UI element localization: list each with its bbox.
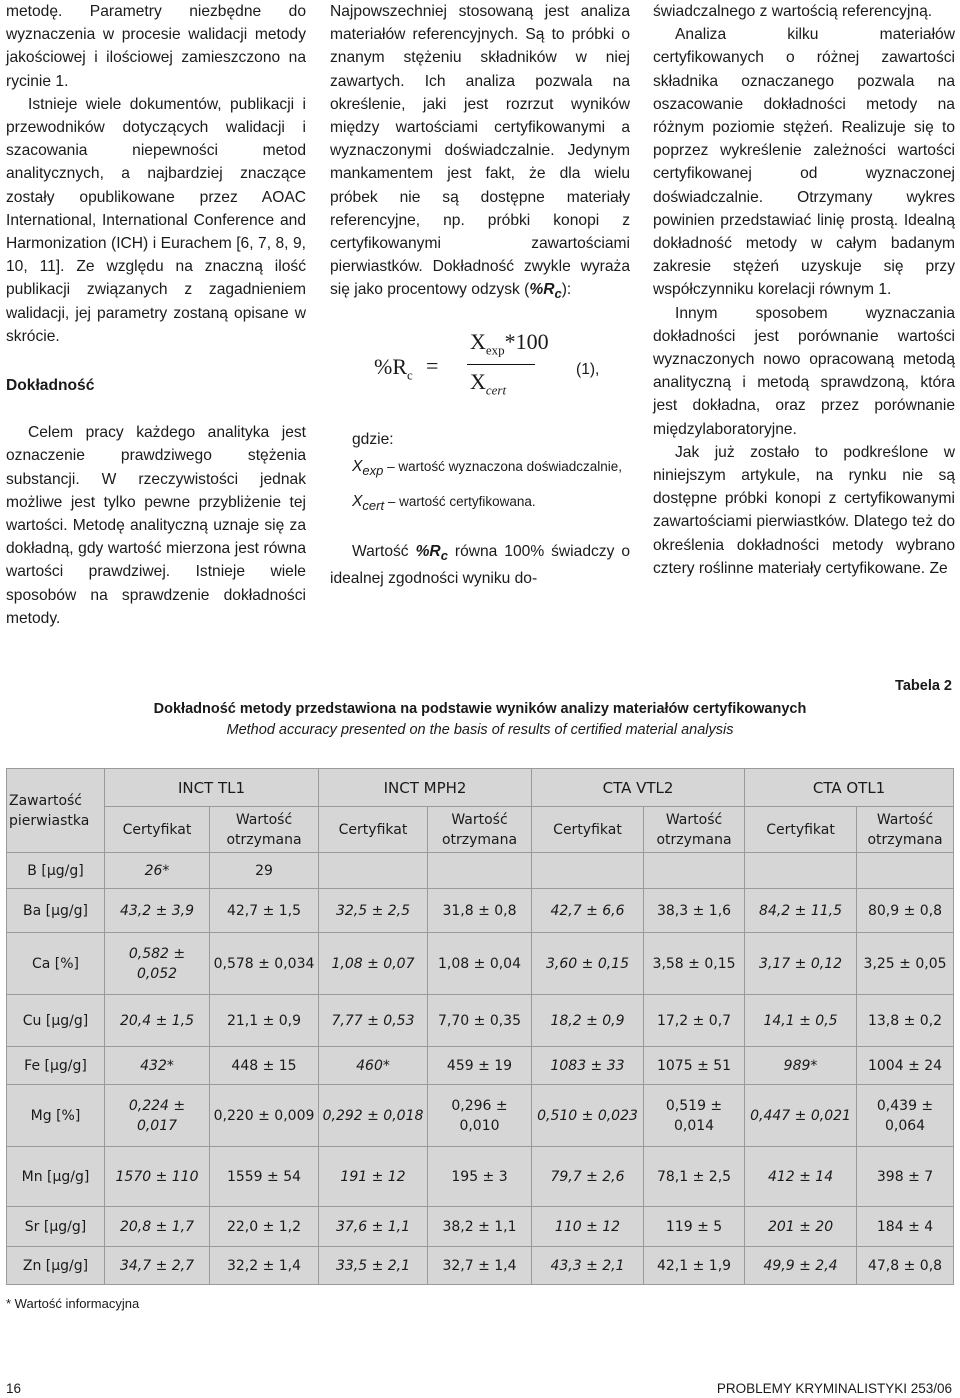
element-label: B [μg/g] xyxy=(7,853,105,889)
cert-value: 32,5 ± 2,5 xyxy=(319,889,428,933)
cert-value: 0,224 ± 0,017 xyxy=(105,1085,210,1147)
obtained-value: 184 ± 4 xyxy=(857,1207,954,1247)
obtained-value: 47,8 ± 0,8 xyxy=(857,1247,954,1285)
table-row xyxy=(7,1047,954,1085)
recovery-symbol: $\%R_c$ xyxy=(415,542,448,563)
table-row xyxy=(7,889,954,933)
cert-value: 3,60 ± 0,15 xyxy=(532,933,644,995)
obtained-value: 0,519 ± 0,014 xyxy=(644,1085,745,1147)
definition-exp xyxy=(330,455,630,482)
table-subtitle: Method accuracy presented on the basis of results of certified material analysis xyxy=(226,722,734,738)
obtained-value xyxy=(644,853,745,889)
cert-value: 42,7 ± 6,6 xyxy=(532,889,644,933)
table-row xyxy=(7,1147,954,1207)
text-column-2 xyxy=(330,0,630,590)
obtained-value: 78,1 ± 2,5 xyxy=(644,1147,745,1207)
obtained-value: 3,58 ± 0,15 xyxy=(644,933,745,995)
cert-header: Certyfikat xyxy=(319,807,428,853)
obtained-value: 22,0 ± 1,2 xyxy=(210,1207,319,1247)
obtained-value: 13,8 ± 0,2 xyxy=(857,995,954,1047)
obtained-header: Wartość otrzymana xyxy=(857,807,954,853)
cert-value: 49,9 ± 2,4 xyxy=(745,1247,857,1285)
journal-title: PROBLEMY KRYMINALISTYKI 253/06 xyxy=(716,1381,952,1396)
formula-lhs-subscript: c xyxy=(407,367,413,383)
obtained-header: Wartość otrzymana xyxy=(210,807,319,853)
cert-value: 18,2 ± 0,9 xyxy=(532,995,644,1047)
recovery-symbol xyxy=(529,281,562,302)
formula-num-symbol: X xyxy=(470,328,486,354)
obtained-value: 0,296 ± 0,010 xyxy=(428,1085,532,1147)
obtained-value: 448 ± 15 xyxy=(210,1047,319,1085)
formula-numerator xyxy=(470,330,549,362)
paragraph: Innym sposobem wyznaczania dokładności jest porównanie wartości wyznaczonych nowo opracowaną metodą analityczną i metodą sprawdzoną, która jest dokładna, oraz przez porównanie międzylaboratoryjne. xyxy=(653,304,955,438)
cert-value: 460* xyxy=(319,1047,428,1085)
paragraph-end: ): xyxy=(561,281,572,299)
group-header: CTA OTL1 xyxy=(745,769,954,807)
where-label: gdzie: xyxy=(352,430,394,448)
obtained-value: 38,2 ± 1,1 xyxy=(428,1207,532,1247)
obtained-value: 17,2 ± 0,7 xyxy=(644,995,745,1047)
formula-lhs-symbol: %R xyxy=(374,353,407,379)
obtained-value xyxy=(428,853,532,889)
accuracy-table xyxy=(6,768,954,1285)
obtained-value: 21,1 ± 0,9 xyxy=(210,995,319,1047)
cert-value: 110 ± 12 xyxy=(532,1207,644,1247)
element-label: Fe [μg/g] xyxy=(7,1047,105,1085)
cert-value: 1083 ± 33 xyxy=(532,1047,644,1085)
paragraph: Jak już zostało to podkreślone w niniejszym artykule, na rynku nie są dostępne próbki konopi z certyfikowanymi zawartościami pierwiastków. Dlatego też do określenia dokładności metody wybrano cztery roślinne materiały certyfikowane. Ze xyxy=(653,443,955,577)
obtained-value xyxy=(857,853,954,889)
obtained-value: 1004 ± 24 xyxy=(857,1047,954,1085)
cert-value xyxy=(532,853,644,889)
cert-value: 20,4 ± 1,5 xyxy=(105,995,210,1047)
cert-value: 0,582 ± 0,052 xyxy=(105,933,210,995)
fraction-bar xyxy=(467,364,535,365)
formula-number: (1), xyxy=(576,360,600,378)
formula-lhs xyxy=(374,355,413,387)
obtained-value: 42,1 ± 1,9 xyxy=(644,1247,745,1285)
obtained-value: 7,70 ± 0,35 xyxy=(428,995,532,1047)
obtained-value: 0,439 ± 0,064 xyxy=(857,1085,954,1147)
cert-value: 0,292 ± 0,018 xyxy=(319,1085,428,1147)
cert-value: 7,77 ± 0,53 xyxy=(319,995,428,1047)
element-label: Mg [%] xyxy=(7,1085,105,1147)
table-title: Dokładność metody przedstawiona na podstawie wyników analizy materiałów certyfikowanych xyxy=(153,701,807,717)
cert-header: Certyfikat xyxy=(105,807,210,853)
cert-value: 20,8 ± 1,7 xyxy=(105,1207,210,1247)
symbol-subscript: c xyxy=(554,286,562,302)
cert-value: 989* xyxy=(745,1047,857,1085)
table-subheader-row xyxy=(7,807,954,853)
text-column-3 xyxy=(653,0,955,580)
obtained-value: 38,3 ± 1,6 xyxy=(644,889,745,933)
obtained-value: 398 ± 7 xyxy=(857,1147,954,1207)
formula-num-tail: *100 xyxy=(504,328,549,354)
table-body xyxy=(7,853,954,1285)
paragraph: metodę. Parametry niezbędne do wyznaczenia w procesie walidacji metody jakościowej i ilościowej zamieszczono na rycinie 1. xyxy=(6,3,306,90)
formula-den-symbol: X xyxy=(470,368,486,394)
cert-value: 0,447 ± 0,021 xyxy=(745,1085,857,1147)
paragraph: Celem pracy każdego analityka jest oznaczenie prawdziwego stężenia substancji. W rzeczywistości jednak możliwe jest tylko pewne przybliżenie tej wartości. Metodę analityczną uznaje się za dokładną, gdy wartość mierzona jest równa wartości prawdziwej. Istnieje wiele sposobów na sprawdzenie dokładności metody. xyxy=(6,424,306,627)
cert-value: 3,17 ± 0,12 xyxy=(745,933,857,995)
paragraph-end: równa 100% świadczy o idealnej zgodności wyniku do- xyxy=(330,542,631,587)
cert-value: 84,2 ± 11,5 xyxy=(745,889,857,933)
cert-value: 412 ± 14 xyxy=(745,1147,857,1207)
cert-value: 37,6 ± 1,1 xyxy=(319,1207,428,1247)
symbol: %R xyxy=(529,281,555,299)
obtained-value: 3,25 ± 0,05 xyxy=(857,933,954,995)
cert-value: 432* xyxy=(105,1047,210,1085)
table-row xyxy=(7,853,954,889)
table-row xyxy=(7,1247,954,1285)
def-text: – wartość wyznaczona doświadczalnie, xyxy=(383,458,622,474)
group-header: CTA VTL2 xyxy=(532,769,745,807)
corner-header: Zawartość pierwiastka xyxy=(7,769,105,853)
formula-num-subscript: exp xyxy=(485,342,505,358)
cert-value: 201 ± 20 xyxy=(745,1207,857,1247)
def-symbol: $X_{exp}$ xyxy=(352,457,384,479)
cert-value: 0,510 ± 0,023 xyxy=(532,1085,644,1147)
element-label: Cu [μg/g] xyxy=(7,995,105,1047)
text-column-1 xyxy=(6,0,306,630)
table-row xyxy=(7,1207,954,1247)
def-symbol: $X_{cert}$ xyxy=(352,493,385,514)
element-label: Ba [μg/g] xyxy=(7,889,105,933)
element-label: Zn [μg/g] xyxy=(7,1247,105,1285)
cert-value: 1570 ± 110 xyxy=(105,1147,210,1207)
obtained-value: 1559 ± 54 xyxy=(210,1147,319,1207)
paragraph-text: Najpowszechniej stosowaną jest analiza materiałów referencyjnych. Są to próbki o znanym stężeniu składników w niej zawartych. Ich analiza pozwala na określenie, jaki jest rozrzut wyników między wartościami certyfikowanymi a wyznaczonymi doświadczalnie. Jedynym mankamentem jest fakt, że dla wielu próbek nie są dostępne materiały referencyjne, np. próbki konopi z certyfikowanymi zawartościami pierwiastków. Dokładność zwykle wyraża się jako procentowy odzysk ( xyxy=(330,3,630,299)
element-label: Mn [μg/g] xyxy=(7,1147,105,1207)
obtained-value: 80,9 ± 0,8 xyxy=(857,889,954,933)
obtained-value: 42,7 ± 1,5 xyxy=(210,889,319,933)
obtained-value: 31,8 ± 0,8 xyxy=(428,889,532,933)
paragraph: Istnieje wiele dokumentów, publikacji i przewodników dotyczących walidacji i szacowania niepewności metod analitycznych, a najbardziej znaczące zostały opublikowane przez AOAC International, International Conference and Harmonization (ICH) i Eurachem [6, 7, 8, 9, 10, 11]. Ze względu na znaczną ilość publikacji związanych z zagadnieniem walidacji, jej parametry zostaną opisane w skrócie. xyxy=(6,95,306,345)
paragraph xyxy=(330,540,630,591)
element-label: Sr [μg/g] xyxy=(7,1207,105,1247)
obtained-value: 1075 ± 51 xyxy=(644,1047,745,1085)
cert-value: 34,7 ± 2,7 xyxy=(105,1247,210,1285)
obtained-value: 459 ± 19 xyxy=(428,1047,532,1085)
obtained-value: 0,220 ± 0,009 xyxy=(210,1085,319,1147)
page-number: 16 xyxy=(6,1381,22,1396)
cert-value xyxy=(745,853,857,889)
element-label: Ca [%] xyxy=(7,933,105,995)
obtained-value: 195 ± 3 xyxy=(428,1147,532,1207)
obtained-value: 32,7 ± 1,4 xyxy=(428,1247,532,1285)
obtained-value: 29 xyxy=(210,853,319,889)
cert-value: 1,08 ± 0,07 xyxy=(319,933,428,995)
obtained-value: 119 ± 5 xyxy=(644,1207,745,1247)
table-header-row xyxy=(7,769,954,807)
recovery-formula xyxy=(330,330,630,422)
table-row xyxy=(7,933,954,995)
formula-equals: = xyxy=(426,352,439,378)
group-header: INCT MPH2 xyxy=(319,769,532,807)
cert-value: 14,1 ± 0,5 xyxy=(745,995,857,1047)
table-label: Tabela 2 xyxy=(895,678,952,694)
definition-cert xyxy=(330,490,630,517)
formula-den-subscript: cert xyxy=(485,382,507,398)
obtained-header: Wartość otrzymana xyxy=(428,807,532,853)
obtained-value: 1,08 ± 0,04 xyxy=(428,933,532,995)
cert-value: 191 ± 12 xyxy=(319,1147,428,1207)
obtained-value: 32,2 ± 1,4 xyxy=(210,1247,319,1285)
cert-value: 79,7 ± 2,6 xyxy=(532,1147,644,1207)
paragraph xyxy=(330,0,630,306)
paragraph: Analiza kilku materiałów certyfikowanych o różnej zawartości składnika oznaczanego pozwala na oszacowanie dokładności metody na różnym poziomie stężeń. Realizuje się to poprzez wykreślenie zależności wartości certyfikowanej od wyznaczonej doświadczalnie. Otrzymany wykres powinien przedstawiać linię prostą. Idealną dokładność metody w całym badanym zakresie stężeń uzyskuje się przy współczynniku korelacji równym 1. xyxy=(653,26,955,299)
cert-value: 43,2 ± 3,9 xyxy=(105,889,210,933)
section-heading: Dokładność xyxy=(6,377,95,395)
cert-value: 26* xyxy=(105,853,210,889)
cert-value: 33,5 ± 2,1 xyxy=(319,1247,428,1285)
table-footnote: * Wartość informacyjna xyxy=(6,1296,140,1311)
def-text: – wartość certyfikowana. xyxy=(384,494,536,510)
table-row xyxy=(7,1085,954,1147)
cert-value: 43,3 ± 2,1 xyxy=(532,1247,644,1285)
group-header: INCT TL1 xyxy=(105,769,319,807)
cert-value xyxy=(319,853,428,889)
paragraph-text: Wartość xyxy=(352,542,416,560)
cert-header: Certyfikat xyxy=(532,807,644,853)
formula-denominator xyxy=(470,370,506,402)
paragraph: świadczalnego z wartością referencyjną. xyxy=(653,3,933,20)
obtained-header: Wartość otrzymana xyxy=(644,807,745,853)
cert-header: Certyfikat xyxy=(745,807,857,853)
table-row xyxy=(7,995,954,1047)
obtained-value: 0,578 ± 0,034 xyxy=(210,933,319,995)
